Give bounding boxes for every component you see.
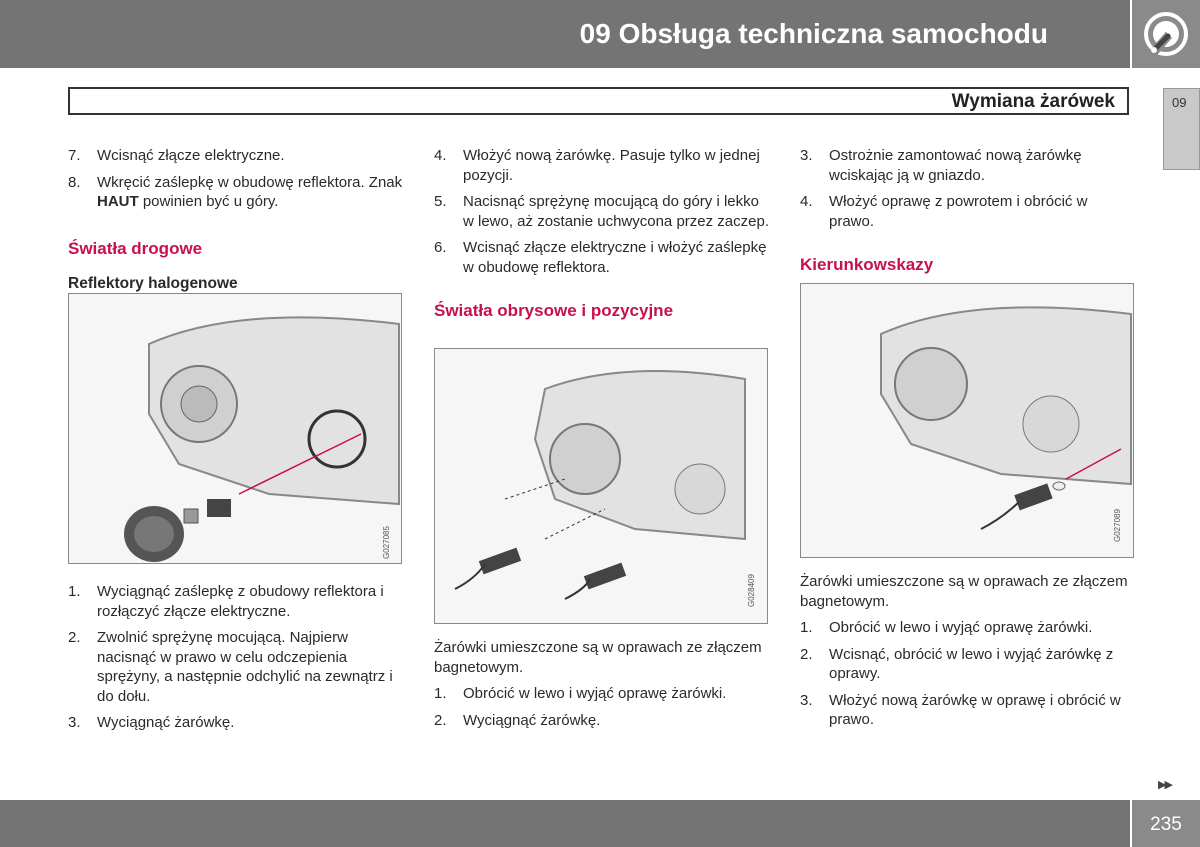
section-header-box	[68, 87, 1129, 115]
paragraph: Żarówki umieszczone są w oprawach ze złączem bagnetowym.	[800, 573, 1128, 610]
haut-mark: HAUT	[97, 193, 139, 210]
page-number: 235	[1150, 814, 1182, 835]
list-item: 2. Zwolnić sprężynę mocującą. Najpierw nacisnąć w prawo w celu odczepienia sprężyny, a następnie odchylić na zewnątrz i do dołu.	[68, 629, 393, 705]
heading-high-beam: Światła drogowe	[68, 238, 203, 258]
column-3	[800, 146, 1135, 275]
column-2-bottom	[434, 638, 769, 737]
subheading-halogen: Reflektory halogenowe	[68, 275, 238, 292]
chapter-tab-label: 09	[1172, 95, 1187, 110]
list-item: 1. Wyciągnąć zaślepkę z obudowy reflektora i rozłączyć złącze elektryczne.	[68, 583, 384, 620]
headlamp-illustration	[801, 284, 1134, 558]
column-2	[434, 146, 769, 321]
headlamp-illustration	[435, 349, 768, 624]
list-item: 7. Wcisnąć złącze elektryczne.	[68, 147, 285, 164]
list-item: 4. Włożyć nową żarówkę. Pasuje tylko w jednej pozycji.	[434, 147, 760, 184]
wrench-gear-icon	[1132, 0, 1200, 68]
figure-turn-signals	[800, 283, 1134, 558]
header-bar	[0, 0, 1130, 68]
list-item: 4. Włożyć oprawę z powrotem i obrócić w prawo.	[800, 193, 1088, 230]
list-item: 6. Wcisnąć złącze elektryczne i włożyć zaślepkę w obudowę reflektora.	[434, 239, 767, 276]
chapter-title: 09 Obsługa techniczna samochodu	[579, 18, 1048, 49]
figure-code: G027085	[382, 526, 391, 559]
page-number-box	[1132, 800, 1200, 847]
section-title: Wymiana żarówek	[951, 91, 1115, 112]
figure-high-beam	[68, 293, 402, 564]
headlamp-illustration	[69, 294, 402, 564]
list-item: 1. Obrócić w lewo i wyjąć oprawę żarówki.	[434, 685, 727, 702]
list-item: 3. Wyciągnąć żarówkę.	[68, 714, 235, 731]
list-item: 8. Wkręcić zaślepkę w obudowę reflektora. Znak HAUT powinien być u góry.	[68, 173, 403, 210]
list-item: 3. Ostrożnie zamontować nową żarówkę wciskając ją w gniazdo.	[800, 147, 1082, 184]
column-1	[68, 146, 408, 294]
list-item: 1. Obrócić w lewo i wyjąć oprawę żarówki.	[800, 619, 1093, 636]
column-3-bottom	[800, 572, 1135, 737]
heading-turn-signals: Kierunkowskazy	[800, 255, 934, 274]
list-item: 5. Nacisnąć sprężynę mocującą do góry i lekko w lewo, aż zostanie uchwycona przez zaczep.	[434, 193, 769, 230]
list-item: 2. Wyciągnąć żarówkę.	[434, 711, 601, 729]
list-item: 2. Wcisnąć, obrócić w lewo i wyjąć żarówkę z oprawy.	[800, 645, 1114, 682]
column-1-bottom	[68, 582, 408, 740]
figure-position-lights	[434, 348, 768, 624]
continue-arrows-icon: ▶▶	[1158, 779, 1171, 791]
chapter-tab	[1163, 88, 1200, 170]
list-item: 3. Włożyć nową żarówkę w oprawę i obrócić w prawo.	[800, 691, 1121, 728]
heading-position-lights: Światła obrysowe i pozycyjne	[434, 301, 674, 320]
figure-code: G027089	[1113, 509, 1122, 542]
paragraph: Żarówki umieszczone są w oprawach ze złączem bagnetowym.	[434, 639, 762, 676]
chapter-icon-box	[1132, 0, 1200, 68]
figure-code: G028409	[747, 574, 756, 607]
footer-bar	[0, 800, 1130, 847]
